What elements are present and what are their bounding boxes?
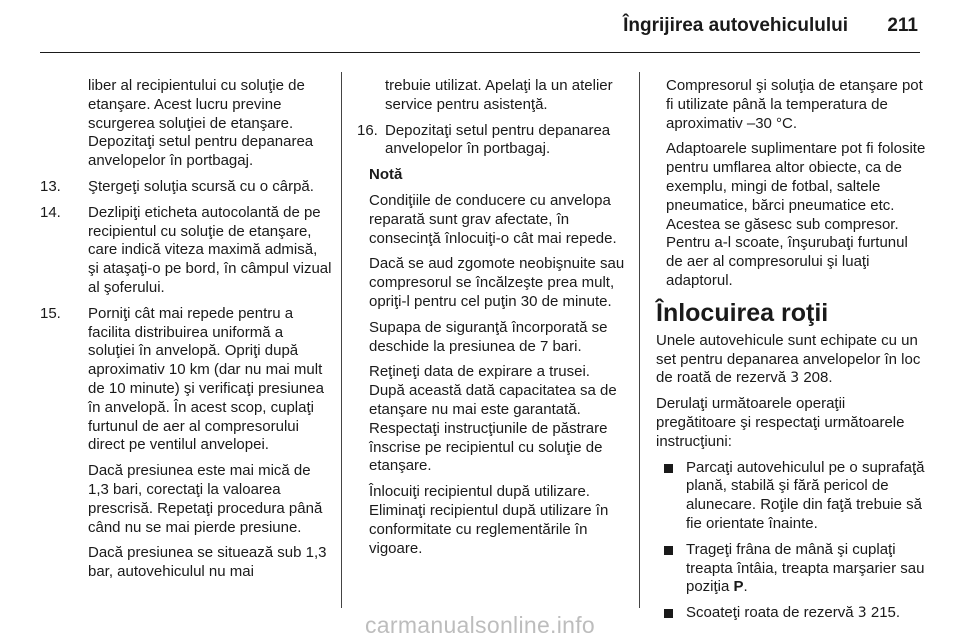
step-15-paragraph-3: Dacă presiunea se situează sub 1,3 bar, autovehiculul nu mai — [88, 544, 327, 581]
step-15 — [40, 305, 332, 582]
paragraph: Compresorul şi soluţia de etanşare pot fi utilizate până la temperatura de aproximativ –30 °C. — [666, 77, 923, 132]
step-13 — [40, 178, 332, 197]
section-title: Înlocuirea roţii — [656, 298, 829, 327]
column-divider-2 — [639, 72, 640, 608]
header-divider — [40, 52, 920, 53]
compressor-notes — [656, 77, 926, 291]
step-text: Ştergeţi soluţia scursă cu o cârpă. — [88, 177, 314, 195]
step-15-continuation: trebuie utilizat. Apelaţi la un atelier service pentru asistenţă. — [385, 77, 613, 113]
square-bullet-icon — [664, 546, 673, 555]
bullet-item — [656, 541, 926, 597]
bullet-text: Trageţi frâna de mână şi cuplaţi treapta întâia, treapta marşarier sau poziţia P. — [686, 540, 925, 596]
step-text: Porniţi cât mai repede pentru a facilita distribuirea uniformă a soluţiei în anvelopă. Opriţi după aproximativ 10 km (dar nu mai mult de 10 minute) şi verificaţi presiunea în anvelopă. În acest scop, cuplaţi furtunul de aer al compresorului direct pe ventilul anvelopei. — [88, 304, 324, 454]
bullet-text: Scoateţi roata de rezervă 3 215. — [686, 604, 901, 622]
bullet-text: Parcaţi autovehiculul pe o suprafaţă plană, stabilă şi fără pericol de alunecare. Roţile din faţă trebuie să fie orientate înainte. — [686, 458, 925, 532]
step-text: Depozitaţi setul pentru depanarea anvelopelor în portbagaj. — [385, 121, 611, 158]
step-16 — [357, 122, 627, 160]
step-text: Dezlipiţi eticheta autocolantă de pe recipientul cu soluţie de etanşare, care indică viteza maximă admisă, şi ataşaţi-o pe bord, în câmpul vizual al şoferului. — [88, 203, 332, 296]
paragraph: Reţineţi data de expirare a trusei. După această dată capacitatea sa de etanşare nu mai este garantată. Respectaţi instrucţiunile de păstrare înscrise pe recipientul cu soluţie de etanşare. — [369, 363, 617, 475]
step-number: 14. — [40, 203, 61, 221]
note-block — [357, 166, 627, 558]
square-bullet-icon — [664, 464, 673, 473]
step-number: 15. — [40, 304, 61, 322]
note-label: Notă — [369, 166, 403, 184]
paragraph: Supapa de siguranţă încorporată se deschide la presiunea de 7 bari. — [369, 318, 608, 355]
step-12-continuation: liber al recipientului cu soluţie de etanşare. Acest lucru previne scurgerea soluţiei de etanşare. Depozitaţi setul pentru depanarea anvelopelor în portbagaj. — [88, 77, 314, 170]
column-2 — [357, 77, 627, 565]
step-number: 13. — [40, 177, 61, 195]
page-ref-icon[interactable]: 3 — [857, 605, 867, 622]
paragraph: Condiţiile de conducere cu anvelopa reparată sunt grav afectate, în consecinţă înlocuiţi-o cât mai repede. — [369, 191, 617, 247]
column-1 — [40, 77, 332, 589]
preparation-text: Derulaţi următoarele operaţii pregătitoare şi respectaţi următoarele instrucţiuni: — [656, 395, 905, 450]
header-title: Îngrijirea autovehiculului — [623, 15, 848, 36]
step-15-paragraph-2: Dacă presiunea este mai mică de 1,3 bari, corectaţi la valoarea prescrisă. Repetaţi procedura până când nu se mai pierde presiune. — [88, 462, 323, 536]
step-14 — [40, 204, 332, 298]
column-3 — [656, 77, 926, 630]
paragraph: Dacă se aud zgomote neobişnuite sau compresorul se încălzeşte prea mult, opriţi-l pentru cel puţin 30 de minute. — [369, 255, 625, 310]
paragraph: Înlocuiţi recipientul după utilizare. Eliminaţi recipientul după utilizare în conformitate cu reglementările în vigoare. — [369, 483, 609, 557]
section-intro: Unele autovehicule sunt echipate cu un set pentru depanarea anvelopelor în loc de roată de rezervă 3 208. — [656, 331, 921, 387]
step-number: 16. — [357, 121, 378, 139]
page-ref-icon[interactable]: 3 — [790, 370, 800, 387]
page-number: 211 — [887, 15, 918, 36]
paragraph: Adaptoarele suplimentare pot fi folosite pentru umflarea altor obiecte, ca de exemplu, mingi de fotbal, saltele pneumatice, bărci pneumatice etc. Acestea se găsesc sub compresor. Pentru a-l scoate, înşurubaţi furtunul de aer al compresorului şi luaţi adaptorul. — [666, 140, 926, 289]
column-divider-1 — [341, 72, 342, 608]
bullet-item — [656, 459, 926, 534]
watermark: carmanualsonline.info — [364, 612, 596, 638]
